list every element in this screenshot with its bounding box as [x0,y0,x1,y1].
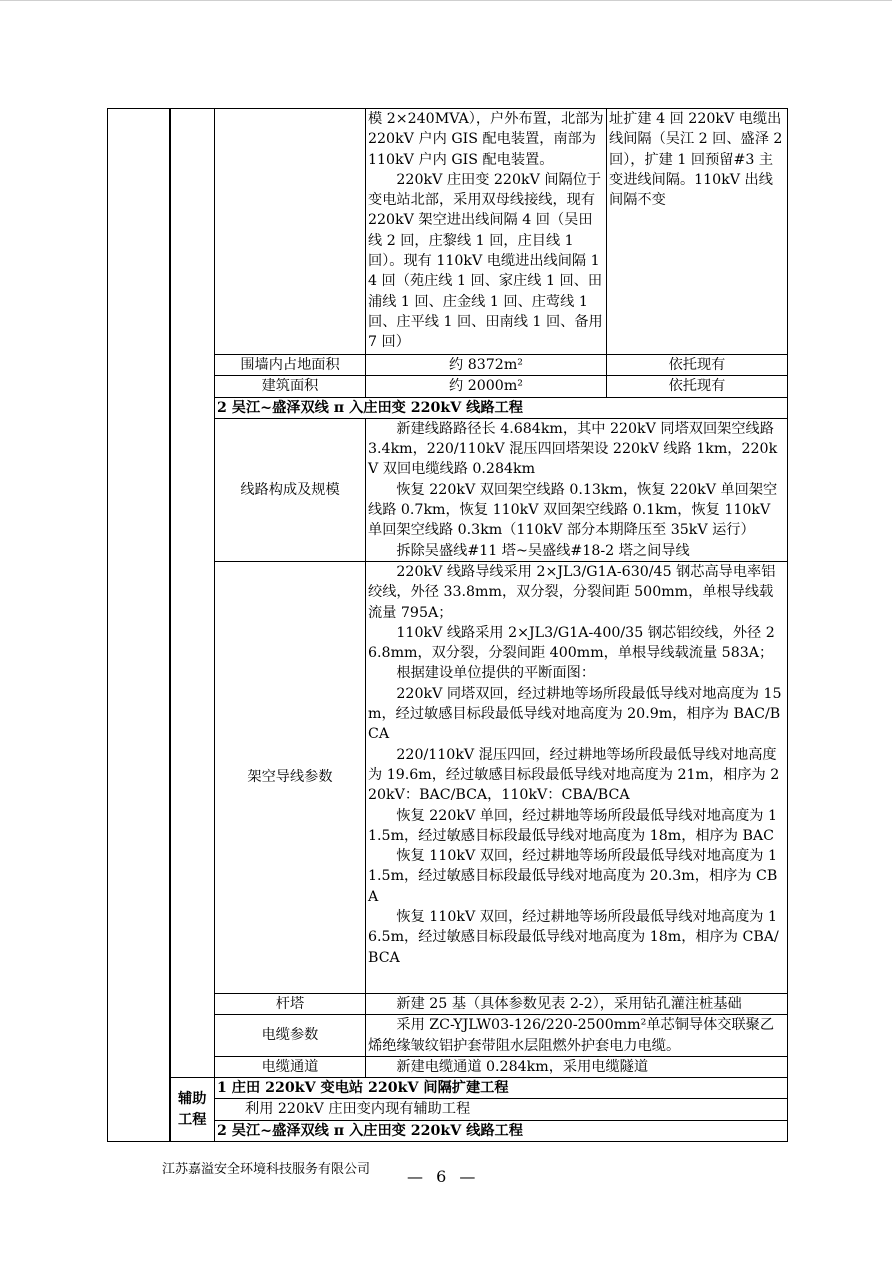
conductor-para: 恢复 110kV 双回，经过耕地等场所段最低导线对地高度为 16.5m，经过敏感目标段最低导线对地高度为 18m，相序为 CBA/BCA [368,909,779,966]
conductor-para: 根据建设单位提供的平断面图： [396,665,596,682]
conductor-para: 220/110kV 混压四回，经过耕地等场所段最低导线对地高度为 19.6m，经过敏感目标段最低导线对地高度为 21m，相序为 220kV：BAC/BCA，110kV：CBA/BCA [368,746,780,804]
build-area-note: 依托现有 [607,376,788,397]
footer-company: 江苏嘉溢安全环境科技服务有限公司 [162,1162,371,1177]
conductor-label: 架空导线参数 [215,561,366,993]
description-para: 220kV 庄田变 220kV 间隔位于变电站北部，采用双母线接线，现有 220kV 架空进出线间隔 4 回（吴田线 2 回，庄黎线 1 回，庄目线 1 回）。现有 110kV 电缆进出线间隔 14 回（苑庄线 1 回、家庄线 1 回、田浦线 1 回、庄金线 1 回、庄莺线 1 回、庄平线 1 回、田南线 1 回、备用 7 回） [368,171,603,351]
conductor-para: 110kV 线路采用 2×JL3/G1A-400/35 钢芯铝绞线，外径 26.8mm，双分裂，分裂间距 400mm，单根导线载流量 583A； [368,624,775,662]
cable-value: 采用 ZC-YJLW03-126/220-2500mm²单芯铜导体交联聚乙烯绝缘皱纹铝护套带阻水层阻燃外护套电力电缆。 [366,1015,788,1057]
build-area-label: 建筑面积 [215,376,366,397]
aux-engineering-label: 辅助工程 [170,1078,215,1142]
table-row [108,109,788,355]
category-cell [108,109,170,1142]
cable-channel-value: 新建电缆通道 0.284km，采用电缆隧道 [366,1056,788,1077]
page-top-rule [0,0,892,1]
expansion-description: 址扩建 4 回 220kV 电缆出线间隔（吴江 2 回、盛泽 2 回），扩建 1 回预留#3 主变进线间隔。110kV 出线间隔不变 [607,109,788,355]
substation-description [366,109,607,355]
aux-2-title: 2 吴江~盛泽双线 π 入庄田变 220kV 线路工程 [215,1120,788,1141]
page-number: — 6 — [407,1167,480,1186]
area-note: 依托现有 [607,355,788,376]
line-para: 恢复 220kV 双回架空线路 0.13km，恢复 220kV 单回架空线路 0.7km，恢复 110kV 双回架空线路 0.1km，恢复 110kV 单回架空线路 0.3km（110kV 部分本期降压至 35kV 运行） [368,481,778,539]
cable-label: 电缆参数 [215,1015,366,1057]
table-row [108,1078,788,1099]
subcategory-cell [170,109,215,1078]
tower-label: 杆塔 [215,993,366,1014]
area-value: 约 8372m² [366,355,607,376]
tower-value: 新建 25 基（具体参数见表 2-2），采用钻孔灌注桩基础 [366,993,788,1014]
aux-1-value: 利用 220kV 庄田变内现有辅助工程 [215,1099,788,1120]
project-table [107,108,788,1142]
conductor-para: 220kV 同塔双回，经过耕地等场所段最低导线对地高度为 15m，经过敏感目标段最低导线对地高度为 20.9m，相序为 BAC/BCA [368,685,782,743]
area-label: 围墙内占地面积 [215,355,366,376]
line-scale-content [366,418,788,561]
line-scale-label: 线路构成及规模 [215,418,366,561]
build-area-value: 约 2000m² [366,376,607,397]
line-para: 拆除吴盛线#11 塔~吴盛线#18-2 塔之间导线 [396,542,690,559]
item-label-cell [215,109,366,355]
conductor-para: 恢复 220kV 单回，经过耕地等场所段最低导线对地高度为 11.5m，经过敏感目标段最低导线对地高度为 18m，相序为 BAC [368,807,777,844]
aux-1-title: 1 庄田 220kV 变电站 220kV 间隔扩建工程 [215,1078,788,1099]
conductor-para: 220kV 线路导线采用 2×JL3/G1A-630/45 钢芯高导电率铝绞线，外径 33.8mm，双分裂，分裂间距 500mm，单根导线载流量 795A； [368,563,776,621]
description-para: 模 2×240MVA），户外布置，北部为 220kV 户内 GIS 配电装置，南部为 110kV 户内 GIS 配电装置。 [368,111,604,168]
conductor-para: 恢复 110kV 双回，经过耕地等场所段最低导线对地高度为 11.5m，经过敏感目标段最低导线对地高度为 20.3m，相序为 CBA [368,848,778,905]
line-para: 新建线路路径长 4.684km，其中 220kV 同塔双回架空线路 3.4km，220/110kV 混压四回塔架设 220kV 线路 1km，220kV 双回电缆线路 0.284km [368,420,778,478]
section-2-title: 2 吴江~盛泽双线 π 入庄田变 220kV 线路工程 [215,397,788,418]
conductor-content [366,561,788,993]
cable-channel-label: 电缆通道 [215,1056,366,1077]
